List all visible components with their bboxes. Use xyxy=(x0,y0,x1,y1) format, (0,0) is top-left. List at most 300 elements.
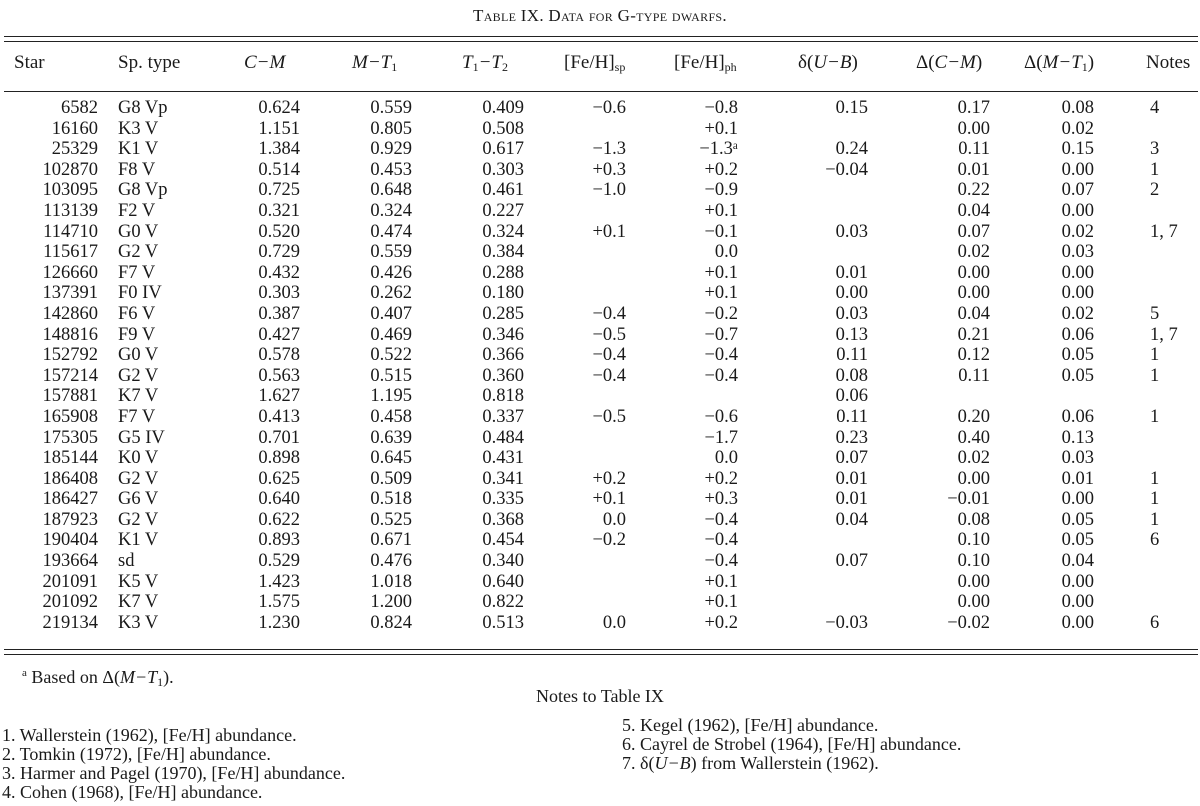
col-header-c-m: C−M xyxy=(244,52,286,73)
m-t1-value: 0.518 xyxy=(370,489,412,510)
table-row xyxy=(0,530,1200,551)
c-m-value: 0.321 xyxy=(258,200,300,221)
star-id: 201092 xyxy=(42,592,98,613)
bottom-rule-upper xyxy=(4,649,1198,650)
delta-mt1-value: 0.13 xyxy=(1061,427,1094,448)
m-t1-value: 0.509 xyxy=(370,468,412,489)
delta-mt1-value: 0.02 xyxy=(1061,118,1094,139)
bottom-rule-lower xyxy=(4,654,1198,655)
col-header-feh-ph xyxy=(674,52,737,75)
c-m-value: 1.151 xyxy=(258,118,300,139)
star-id: 157214 xyxy=(42,365,98,386)
feh-ph-value: +0.1 xyxy=(704,118,738,139)
t1-t2-value: 0.368 xyxy=(482,509,524,530)
delta-ub-value: 0.06 xyxy=(835,386,868,407)
m-t1-value: 0.469 xyxy=(370,324,412,345)
m-t1-value: 0.262 xyxy=(370,283,412,304)
col-header-delta-mt1-post: ) xyxy=(1087,52,1095,73)
delta-cm-value: 0.00 xyxy=(957,118,990,139)
star-id: 165908 xyxy=(42,406,98,427)
spectral-type: G0 V xyxy=(118,345,159,366)
table-row xyxy=(0,428,1200,449)
feh-ph-value: −0.1 xyxy=(704,221,738,242)
table-row xyxy=(0,242,1200,263)
c-m-value: 0.725 xyxy=(258,180,300,201)
delta-cm-value: 0.02 xyxy=(957,242,990,263)
spectral-type: F6 V xyxy=(118,303,156,324)
col-header-delta-mt1-it: M−T xyxy=(1042,52,1082,73)
table-row xyxy=(0,489,1200,510)
table-row xyxy=(0,325,1200,346)
feh-ph-value: −0.4 xyxy=(704,345,738,366)
delta-cm-value: 0.08 xyxy=(957,509,990,530)
m-t1-value: 1.200 xyxy=(370,592,412,613)
delta-mt1-value: 0.07 xyxy=(1061,180,1094,201)
table-row xyxy=(0,592,1200,613)
delta-ub-value: 0.01 xyxy=(835,489,868,510)
feh-ph-value: +0.1 xyxy=(704,262,738,283)
spectral-type: G8 Vp xyxy=(118,180,168,201)
star-id: 103095 xyxy=(42,180,98,201)
star-id: 190404 xyxy=(42,530,98,551)
spectral-type: F8 V xyxy=(118,159,156,180)
star-id: 137391 xyxy=(42,283,98,304)
delta-ub-value: 0.07 xyxy=(835,448,868,469)
feh-sp-value: −0.5 xyxy=(592,406,626,427)
star-id: 187923 xyxy=(42,509,98,530)
t1-t2-value: 0.360 xyxy=(482,365,524,386)
delta-cm-value: 0.40 xyxy=(957,427,990,448)
m-t1-value: 0.559 xyxy=(370,242,412,263)
notes-ref: 1 xyxy=(1150,406,1160,427)
col-header-t1-t2-a: T xyxy=(462,52,473,73)
star-id: 186408 xyxy=(42,468,98,489)
star-id: 142860 xyxy=(42,303,98,324)
delta-ub-value: 0.23 xyxy=(835,427,868,448)
delta-cm-value: 0.04 xyxy=(957,200,990,221)
spectral-type: G0 V xyxy=(118,221,159,242)
col-header-delta-cm-it: C−M xyxy=(934,52,976,73)
delta-cm-value: 0.02 xyxy=(957,448,990,469)
notes-ref: 1 xyxy=(1150,345,1160,366)
star-id: 193664 xyxy=(42,551,98,572)
star-id: 113139 xyxy=(43,200,98,221)
star-id: 148816 xyxy=(42,324,98,345)
c-m-value: 1.627 xyxy=(258,386,300,407)
spectral-type: G5 IV xyxy=(118,427,165,448)
feh-ph-value: 0.0 xyxy=(714,448,738,469)
notes-ref: 1 xyxy=(1150,468,1160,489)
delta-mt1-value: 0.03 xyxy=(1061,242,1094,263)
delta-ub-value: 0.13 xyxy=(835,324,868,345)
spectral-type: K0 V xyxy=(118,448,159,469)
feh-sp-value: 0.0 xyxy=(602,509,626,530)
delta-mt1-value: 0.06 xyxy=(1061,406,1094,427)
c-m-value: 1.575 xyxy=(258,592,300,613)
star-id: 115617 xyxy=(43,242,98,263)
m-t1-value: 0.648 xyxy=(370,180,412,201)
col-header-delta-ub-post: ) xyxy=(851,52,858,73)
feh-sp-value: +0.3 xyxy=(592,159,626,180)
col-header-sptype: Sp. type xyxy=(118,52,181,73)
col-header-t1-t2-sub1: 1 xyxy=(472,60,479,74)
delta-mt1-value: 0.00 xyxy=(1061,592,1094,613)
c-m-value: 0.624 xyxy=(258,98,300,118)
note-7-pre: 7. δ( xyxy=(622,753,655,773)
spectral-type: K7 V xyxy=(118,386,159,407)
feh-sp-value: −1.3 xyxy=(592,139,626,160)
delta-cm-value: 0.11 xyxy=(958,139,990,160)
delta-cm-value: 0.17 xyxy=(957,98,990,118)
table-row xyxy=(0,551,1200,572)
t1-t2-value: 0.340 xyxy=(482,551,524,572)
col-header-feh-ph-sub: ph xyxy=(724,60,737,74)
table-row xyxy=(0,572,1200,593)
delta-cm-value: 0.11 xyxy=(958,365,990,386)
delta-ub-value: 0.01 xyxy=(835,262,868,283)
t1-t2-value: 0.180 xyxy=(482,283,524,304)
feh-ph-value: −1.3ᵃ xyxy=(699,139,738,160)
c-m-value: 0.898 xyxy=(258,448,300,469)
m-t1-value: 0.805 xyxy=(370,118,412,139)
m-t1-value: 1.195 xyxy=(370,386,412,407)
delta-mt1-value: 0.00 xyxy=(1061,159,1094,180)
c-m-value: 0.622 xyxy=(258,509,300,530)
note-7-it: U−B xyxy=(654,753,691,773)
delta-cm-value: 0.20 xyxy=(957,406,990,427)
notes-ref: 1, 7 xyxy=(1150,221,1178,242)
note-6: 6. Cayrel de Strobel (1964), [Fe/H] abundance. xyxy=(622,734,962,754)
feh-ph-value: −0.4 xyxy=(704,551,738,572)
delta-ub-value: 0.11 xyxy=(836,345,868,366)
delta-ub-value: 0.24 xyxy=(835,139,868,160)
delta-mt1-value: 0.05 xyxy=(1061,530,1094,551)
col-header-delta-cm xyxy=(916,52,982,74)
delta-cm-value: 0.00 xyxy=(957,592,990,613)
col-header-t1-t2 xyxy=(462,52,508,75)
header-rule xyxy=(4,91,1198,92)
c-m-value: 0.514 xyxy=(258,159,300,180)
table-row xyxy=(0,139,1200,160)
star-id: 157881 xyxy=(42,386,98,407)
star-id: 175305 xyxy=(42,427,98,448)
t1-t2-value: 0.818 xyxy=(482,386,524,407)
table-row xyxy=(0,160,1200,181)
t1-t2-value: 0.640 xyxy=(482,571,524,592)
delta-ub-value: 0.01 xyxy=(835,468,868,489)
t1-t2-value: 0.346 xyxy=(482,324,524,345)
col-header-delta-cm-post: ) xyxy=(975,52,983,73)
c-m-value: 0.432 xyxy=(258,262,300,283)
table-row xyxy=(0,510,1200,531)
feh-ph-value: −0.8 xyxy=(704,98,738,118)
t1-t2-value: 0.454 xyxy=(482,530,524,551)
c-m-value: 0.413 xyxy=(258,406,300,427)
c-m-value: 0.893 xyxy=(258,530,300,551)
table-body xyxy=(0,98,1200,633)
col-header-t1-t2-sub2: 2 xyxy=(501,60,508,74)
feh-ph-value: +0.1 xyxy=(704,592,738,613)
delta-cm-value: 0.01 xyxy=(957,159,990,180)
t1-t2-value: 0.409 xyxy=(482,98,524,118)
feh-ph-value: −0.4 xyxy=(704,530,738,551)
t1-t2-value: 0.337 xyxy=(482,406,524,427)
c-m-value: 0.578 xyxy=(258,345,300,366)
note-5: 5. Kegel (1962), [Fe/H] abundance. xyxy=(622,715,879,735)
star-id: 16160 xyxy=(51,118,98,139)
footnote-text-sub: 1 xyxy=(157,675,164,689)
delta-cm-value: −0.01 xyxy=(947,489,990,510)
spectral-type: G2 V xyxy=(118,468,159,489)
m-t1-value: 0.559 xyxy=(370,98,412,118)
notes-ref: 6 xyxy=(1150,612,1160,633)
table-row xyxy=(0,263,1200,284)
t1-t2-value: 0.341 xyxy=(482,468,524,489)
spectral-type: K3 V xyxy=(118,118,159,139)
feh-ph-value: 0.0 xyxy=(714,242,738,263)
spectral-type: K3 V xyxy=(118,612,159,633)
col-header-m-t1-main: M−T xyxy=(352,52,392,73)
c-m-value: 0.427 xyxy=(258,324,300,345)
t1-t2-value: 0.461 xyxy=(482,180,524,201)
footnote-text-it: M−T xyxy=(119,667,158,687)
note-2: 2. Tomkin (1972), [Fe/H] abundance. xyxy=(2,744,271,764)
table-row xyxy=(0,613,1200,634)
spectral-type: F9 V xyxy=(118,324,156,345)
delta-mt1-value: 0.01 xyxy=(1061,468,1094,489)
note-1: 1. Wallerstein (1962), [Fe/H] abundance. xyxy=(2,725,297,745)
c-m-value: 0.640 xyxy=(258,489,300,510)
c-m-value: 0.520 xyxy=(258,221,300,242)
t1-t2-value: 0.285 xyxy=(482,303,524,324)
delta-mt1-value: 0.00 xyxy=(1061,571,1094,592)
delta-ub-value: 0.07 xyxy=(835,551,868,572)
m-t1-value: 0.645 xyxy=(370,448,412,469)
feh-ph-value: −0.4 xyxy=(704,365,738,386)
delta-ub-value: 0.04 xyxy=(835,509,868,530)
m-t1-value: 0.474 xyxy=(370,221,412,242)
feh-sp-value: −0.5 xyxy=(592,324,626,345)
table-row xyxy=(0,407,1200,428)
feh-sp-value: −0.2 xyxy=(592,530,626,551)
delta-mt1-value: 0.08 xyxy=(1061,98,1094,118)
notes-ref: 1 xyxy=(1150,159,1160,180)
col-header-feh-sp xyxy=(564,52,625,75)
delta-mt1-value: 0.05 xyxy=(1061,509,1094,530)
feh-sp-value: +0.1 xyxy=(592,221,626,242)
t1-t2-value: 0.508 xyxy=(482,118,524,139)
note-7-post: ) from Wallerstein (1962). xyxy=(690,753,879,773)
delta-cm-value: 0.07 xyxy=(957,221,990,242)
feh-ph-value: −0.4 xyxy=(704,509,738,530)
spectral-type: sd xyxy=(118,551,135,572)
t1-t2-value: 0.227 xyxy=(482,200,524,221)
delta-cm-value: 0.00 xyxy=(957,283,990,304)
delta-mt1-value: 0.02 xyxy=(1061,303,1094,324)
col-header-delta-ub xyxy=(798,52,858,74)
m-t1-value: 0.426 xyxy=(370,262,412,283)
delta-mt1-value: 0.00 xyxy=(1061,200,1094,221)
delta-mt1-value: 0.00 xyxy=(1061,262,1094,283)
delta-ub-value: 0.03 xyxy=(835,221,868,242)
col-header-feh-sp-sub: sp xyxy=(614,60,626,74)
delta-mt1-value: 0.00 xyxy=(1061,612,1094,633)
table-row xyxy=(0,304,1200,325)
t1-t2-value: 0.288 xyxy=(482,262,524,283)
delta-mt1-value: 0.00 xyxy=(1061,283,1094,304)
star-id: 102870 xyxy=(42,159,98,180)
spectral-type: F7 V xyxy=(118,406,156,427)
c-m-value: 0.529 xyxy=(258,551,300,572)
delta-cm-value: 0.00 xyxy=(957,262,990,283)
feh-ph-value: +0.1 xyxy=(704,200,738,221)
spectral-type: K5 V xyxy=(118,571,159,592)
m-t1-value: 0.639 xyxy=(370,427,412,448)
col-header-delta-mt1-sub: 1 xyxy=(1081,60,1088,74)
t1-t2-value: 0.431 xyxy=(482,448,524,469)
note-3: 3. Harmer and Pagel (1970), [Fe/H] abundance. xyxy=(2,763,346,783)
col-header-delta-mt1-pre: Δ( xyxy=(1024,52,1043,73)
c-m-value: 0.563 xyxy=(258,365,300,386)
star-id: 126660 xyxy=(42,262,98,283)
delta-cm-value: 0.04 xyxy=(957,303,990,324)
star-id: 186427 xyxy=(42,489,98,510)
m-t1-value: 0.324 xyxy=(370,200,412,221)
t1-t2-value: 0.513 xyxy=(482,612,524,633)
t1-t2-value: 0.335 xyxy=(482,489,524,510)
table-row xyxy=(0,180,1200,201)
col-header-delta-ub-it: U−B xyxy=(813,52,852,73)
col-header-m-t1 xyxy=(352,52,397,75)
delta-ub-value: −0.04 xyxy=(825,159,868,180)
table-row xyxy=(0,366,1200,387)
feh-ph-value: +0.1 xyxy=(704,571,738,592)
t1-t2-value: 0.484 xyxy=(482,427,524,448)
m-t1-value: 0.476 xyxy=(370,551,412,572)
star-id: 219134 xyxy=(42,612,98,633)
table-row xyxy=(0,283,1200,304)
feh-ph-value: −1.7 xyxy=(704,427,738,448)
col-header-feh-sp-main: [Fe/H] xyxy=(564,52,615,73)
m-t1-value: 0.824 xyxy=(370,612,412,633)
feh-sp-value: +0.1 xyxy=(592,489,626,510)
m-t1-value: 1.018 xyxy=(370,571,412,592)
table-row xyxy=(0,222,1200,243)
delta-ub-value: 0.11 xyxy=(836,406,868,427)
m-t1-value: 0.453 xyxy=(370,159,412,180)
footnote-mark: a xyxy=(22,667,27,679)
t1-t2-value: 0.324 xyxy=(482,221,524,242)
delta-mt1-value: 0.00 xyxy=(1061,489,1094,510)
delta-mt1-value: 0.04 xyxy=(1061,551,1094,572)
delta-cm-value: 0.10 xyxy=(957,530,990,551)
delta-cm-value: 0.00 xyxy=(957,468,990,489)
t1-t2-value: 0.303 xyxy=(482,159,524,180)
delta-mt1-value: 0.02 xyxy=(1061,221,1094,242)
col-header-star: Star xyxy=(14,52,45,73)
footnote-text-post: ). xyxy=(163,667,174,687)
spectral-type: K1 V xyxy=(118,139,159,160)
spectral-type: F2 V xyxy=(118,200,156,221)
notes-ref: 1, 7 xyxy=(1150,324,1178,345)
m-t1-value: 0.515 xyxy=(370,365,412,386)
feh-ph-value: −0.2 xyxy=(704,303,738,324)
feh-sp-value: −0.4 xyxy=(592,303,626,324)
table-title: Table IX. Data for G-type dwarfs. xyxy=(473,6,727,25)
note-7 xyxy=(622,754,961,773)
delta-mt1-value: 0.03 xyxy=(1061,448,1094,469)
delta-ub-value: 0.08 xyxy=(835,365,868,386)
m-t1-value: 0.407 xyxy=(370,303,412,324)
notes-ref: 4 xyxy=(1150,98,1160,118)
t1-t2-value: 0.366 xyxy=(482,345,524,366)
feh-sp-value: −1.0 xyxy=(592,180,626,201)
m-t1-value: 0.525 xyxy=(370,509,412,530)
col-header-m-t1-sub: 1 xyxy=(391,60,398,74)
table-row xyxy=(0,345,1200,366)
feh-ph-value: +0.2 xyxy=(704,612,738,633)
delta-mt1-value: 0.06 xyxy=(1061,324,1094,345)
c-m-value: 0.729 xyxy=(258,242,300,263)
feh-ph-value: +0.1 xyxy=(704,283,738,304)
spectral-type: G6 V xyxy=(118,489,159,510)
col-header-delta-ub-pre: δ( xyxy=(798,52,814,73)
c-m-value: 1.230 xyxy=(258,612,300,633)
table-row xyxy=(0,98,1200,119)
notes-title: Notes to Table IX xyxy=(536,686,664,706)
m-t1-value: 0.458 xyxy=(370,406,412,427)
col-header-delta-cm-pre: Δ( xyxy=(916,52,935,73)
m-t1-value: 0.671 xyxy=(370,530,412,551)
delta-mt1-value: 0.15 xyxy=(1061,139,1094,160)
star-id: 185144 xyxy=(42,448,98,469)
delta-cm-value: −0.02 xyxy=(947,612,990,633)
table-row xyxy=(0,469,1200,490)
notes-ref: 5 xyxy=(1150,303,1160,324)
notes-list-left xyxy=(2,726,345,802)
spectral-type: G8 Vp xyxy=(118,98,168,118)
c-m-value: 0.303 xyxy=(258,283,300,304)
delta-ub-value: 0.00 xyxy=(835,283,868,304)
spectral-type: K7 V xyxy=(118,592,159,613)
footnote-text-pre: Based on Δ( xyxy=(26,667,120,687)
spectral-type: F7 V xyxy=(118,262,156,283)
c-m-value: 0.387 xyxy=(258,303,300,324)
notes-ref: 1 xyxy=(1150,489,1160,510)
top-rule-lower xyxy=(4,41,1198,42)
spectral-type: G2 V xyxy=(118,365,159,386)
delta-ub-value: −0.03 xyxy=(825,612,868,633)
star-id: 152792 xyxy=(42,345,98,366)
star-id: 6582 xyxy=(61,98,98,118)
delta-ub-value: 0.15 xyxy=(835,98,868,118)
delta-cm-value: 0.10 xyxy=(957,551,990,572)
col-header-delta-mt1 xyxy=(1024,52,1094,75)
feh-sp-value: +0.2 xyxy=(592,468,626,489)
delta-cm-value: 0.12 xyxy=(957,345,990,366)
col-header-t1-t2-b: −T xyxy=(478,52,502,73)
delta-ub-value: 0.03 xyxy=(835,303,868,324)
star-id: 114710 xyxy=(43,221,98,242)
note-4: 4. Cohen (1968), [Fe/H] abundance. xyxy=(2,782,263,802)
t1-t2-value: 0.822 xyxy=(482,592,524,613)
c-m-value: 0.625 xyxy=(258,468,300,489)
star-id: 25329 xyxy=(51,139,98,160)
delta-mt1-value: 0.05 xyxy=(1061,345,1094,366)
spectral-type: F0 IV xyxy=(118,283,162,304)
feh-ph-value: −0.9 xyxy=(704,180,738,201)
feh-ph-value: −0.7 xyxy=(704,324,738,345)
